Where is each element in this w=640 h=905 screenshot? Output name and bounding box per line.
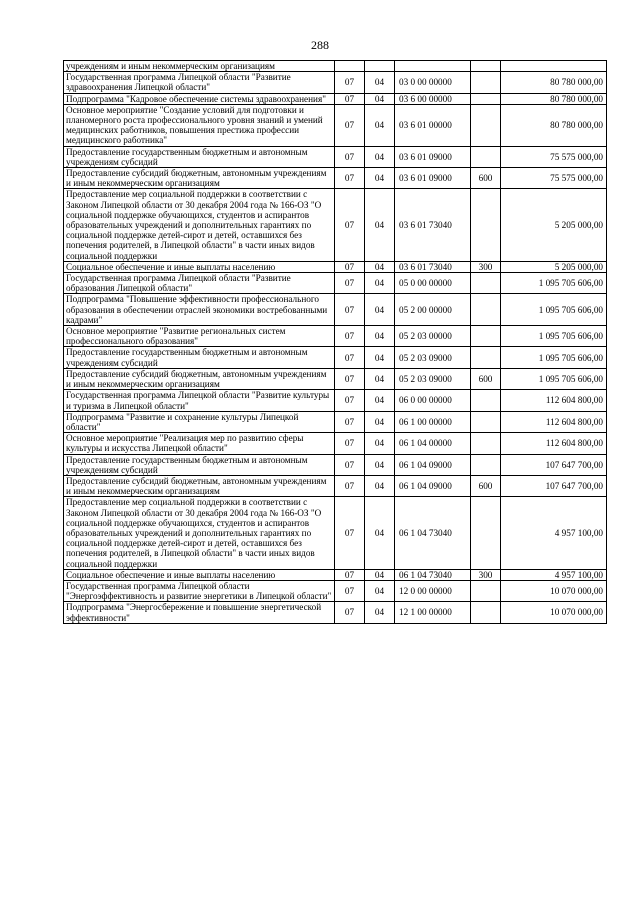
table-row	[64, 294, 607, 326]
table-row	[64, 602, 607, 623]
row-amount-cell: 10 070 000,00	[501, 580, 607, 601]
row-name-cell: Основное мероприятие "Реализация мер по развитию сферы культуры и искусства Липецкой области"	[64, 433, 335, 454]
row-name-cell: Основное мероприятие "Развитие региональных систем профессионального образования"	[64, 326, 335, 347]
row-subsection-cell: 04	[365, 602, 395, 623]
row-target-article-cell: 12 1 00 00000	[395, 602, 471, 623]
row-subsection-cell: 04	[365, 273, 395, 294]
row-expense-type-cell: 300	[471, 261, 501, 272]
row-name-cell: Подпрограмма "Развитие и сохранение культуры Липецкой области"	[64, 411, 335, 432]
row-subsection-cell: 04	[365, 569, 395, 580]
row-target-article-cell: 05 2 03 09000	[395, 368, 471, 389]
table-row	[64, 146, 607, 167]
row-name-cell: Государственная программа Липецкой области "Развитие культуры и туризма в Липецкой области"	[64, 390, 335, 411]
table-row	[64, 93, 607, 104]
table-row	[64, 390, 607, 411]
row-name-cell: Государственная программа Липецкой области "Развитие образования Липецкой области"	[64, 273, 335, 294]
row-amount-cell: 1 095 705 606,00	[501, 273, 607, 294]
row-amount-cell: 5 205 000,00	[501, 189, 607, 261]
row-target-article-cell: 03 6 01 09000	[395, 168, 471, 189]
row-expense-type-cell: 600	[471, 168, 501, 189]
table-row	[64, 168, 607, 189]
row-amount-cell: 80 780 000,00	[501, 93, 607, 104]
row-amount-cell: 107 647 700,00	[501, 454, 607, 475]
row-expense-type-cell: 300	[471, 569, 501, 580]
row-target-article-cell: 03 6 01 73040	[395, 189, 471, 261]
row-subsection-cell: 04	[365, 189, 395, 261]
row-name-cell: Основное мероприятие "Создание условий для подготовки и планомерного роста профессионального уровня знаний и умений медицинских работников, повышения престижа профессии медицинского работника"	[64, 104, 335, 146]
row-target-article-cell: 03 6 01 73040	[395, 261, 471, 272]
row-expense-type-cell	[471, 347, 501, 368]
table-row	[64, 433, 607, 454]
table-row	[64, 475, 607, 496]
row-expense-type-cell: 600	[471, 475, 501, 496]
row-expense-type-cell	[471, 189, 501, 261]
row-target-article-cell: 06 1 04 73040	[395, 569, 471, 580]
row-target-article-cell: 05 2 03 09000	[395, 347, 471, 368]
row-section-cell	[335, 61, 365, 72]
row-subsection-cell: 04	[365, 168, 395, 189]
row-amount-cell: 10 070 000,00	[501, 602, 607, 623]
row-amount-cell: 1 095 705 606,00	[501, 294, 607, 326]
row-section-cell: 07	[335, 189, 365, 261]
row-amount-cell: 75 575 000,00	[501, 168, 607, 189]
page-number: 288	[311, 38, 329, 52]
row-target-article-cell: 05 2 03 00000	[395, 326, 471, 347]
row-target-article-cell: 03 0 00 00000	[395, 72, 471, 93]
row-amount-cell: 112 604 800,00	[501, 390, 607, 411]
row-amount-cell: 1 095 705 606,00	[501, 326, 607, 347]
table-row	[64, 580, 607, 601]
row-section-cell: 07	[335, 390, 365, 411]
row-section-cell: 07	[335, 104, 365, 146]
row-name-cell: Предоставление субсидий бюджетным, автономным учреждениям и иным некоммерческим организациям	[64, 475, 335, 496]
row-section-cell: 07	[335, 326, 365, 347]
row-subsection-cell: 04	[365, 475, 395, 496]
row-target-article-cell: 05 2 00 00000	[395, 294, 471, 326]
row-expense-type-cell: 600	[471, 368, 501, 389]
row-target-article-cell: 03 6 00 00000	[395, 93, 471, 104]
row-target-article-cell: 03 6 01 00000	[395, 104, 471, 146]
table-row	[64, 326, 607, 347]
row-amount-cell: 112 604 800,00	[501, 411, 607, 432]
budget-table	[63, 60, 607, 624]
row-name-cell: Подпрограмма "Кадровое обеспечение системы здравоохранения"	[64, 93, 335, 104]
row-section-cell: 07	[335, 580, 365, 601]
table-row	[64, 273, 607, 294]
row-section-cell: 07	[335, 454, 365, 475]
row-amount-cell: 80 780 000,00	[501, 72, 607, 93]
row-section-cell: 07	[335, 368, 365, 389]
row-subsection-cell: 04	[365, 72, 395, 93]
row-expense-type-cell	[471, 146, 501, 167]
row-subsection-cell: 04	[365, 580, 395, 601]
row-amount-cell: 80 780 000,00	[501, 104, 607, 146]
table-row	[64, 104, 607, 146]
budget-table-body	[64, 61, 607, 624]
row-name-cell: Подпрограмма "Повышение эффективности профессионального образования в обеспечении отраслей экономики востребованными кадрами"	[64, 294, 335, 326]
table-row	[64, 72, 607, 93]
row-name-cell: Предоставление мер социальной поддержки в соответствии с Законом Липецкой области от 30 декабря 2004 года № 166-ОЗ "О социальной поддержке обучающихся, студентов и аспирантов образовательных учреждений и дополнительных гарантиях по социальной поддержке детей-сирот и детей, оставшихся без попечения родителей, в Липецкой области" в части иных видов социальной поддержки	[64, 497, 335, 569]
row-section-cell: 07	[335, 347, 365, 368]
row-subsection-cell: 04	[365, 261, 395, 272]
row-name-cell: Предоставление государственным бюджетным и автономным учреждениям субсидий	[64, 454, 335, 475]
row-subsection-cell: 04	[365, 294, 395, 326]
table-row	[64, 569, 607, 580]
row-expense-type-cell	[471, 411, 501, 432]
row-subsection-cell: 04	[365, 411, 395, 432]
row-amount-cell: 4 957 100,00	[501, 569, 607, 580]
row-name-cell: Предоставление мер социальной поддержки в соответствии с Законом Липецкой области от 30 декабря 2004 года № 166-ОЗ "О социальной поддержке обучающихся, студентов и аспирантов образовательных учреждений и дополнительных гарантиях по социальной поддержке детей-сирот и детей, оставшихся без попечения родителей, в Липецкой области" в части иных видов социальной поддержки	[64, 189, 335, 261]
row-subsection-cell: 04	[365, 326, 395, 347]
row-amount-cell: 4 957 100,00	[501, 497, 607, 569]
row-name-cell: Предоставление субсидий бюджетным, автономным учреждениям и иным некоммерческим организациям	[64, 168, 335, 189]
row-section-cell: 07	[335, 433, 365, 454]
row-expense-type-cell	[471, 433, 501, 454]
row-subsection-cell: 04	[365, 454, 395, 475]
row-section-cell: 07	[335, 168, 365, 189]
row-section-cell: 07	[335, 72, 365, 93]
row-target-article-cell: 06 1 04 73040	[395, 497, 471, 569]
row-subsection-cell: 04	[365, 104, 395, 146]
row-name-cell: Предоставление государственным бюджетным и автономным учреждениям субсидий	[64, 146, 335, 167]
row-target-article-cell: 06 1 04 09000	[395, 475, 471, 496]
table-row	[64, 347, 607, 368]
row-expense-type-cell	[471, 61, 501, 72]
row-section-cell: 07	[335, 569, 365, 580]
row-name-cell: Государственная программа Липецкой области "Энергоэффективность и развитие энергетики в Липецкой области"	[64, 580, 335, 601]
row-expense-type-cell	[471, 497, 501, 569]
row-section-cell: 07	[335, 146, 365, 167]
row-amount-cell: 107 647 700,00	[501, 475, 607, 496]
row-target-article-cell: 03 6 01 09000	[395, 146, 471, 167]
row-section-cell: 07	[335, 273, 365, 294]
row-expense-type-cell	[471, 454, 501, 475]
row-expense-type-cell	[471, 104, 501, 146]
table-row	[64, 497, 607, 569]
row-target-article-cell	[395, 61, 471, 72]
table-row	[64, 368, 607, 389]
row-expense-type-cell	[471, 72, 501, 93]
row-expense-type-cell	[471, 580, 501, 601]
row-target-article-cell: 06 1 04 09000	[395, 454, 471, 475]
row-subsection-cell: 04	[365, 93, 395, 104]
row-amount-cell	[501, 61, 607, 72]
row-target-article-cell: 06 0 00 00000	[395, 390, 471, 411]
table-row	[64, 61, 607, 72]
row-amount-cell: 75 575 000,00	[501, 146, 607, 167]
row-section-cell: 07	[335, 93, 365, 104]
row-expense-type-cell	[471, 93, 501, 104]
table-row	[64, 261, 607, 272]
row-name-cell: Подпрограмма "Энергосбережение и повышение энергетической эффективности"	[64, 602, 335, 623]
row-name-cell: Предоставление субсидий бюджетным, автономным учреждениям и иным некоммерческим организациям	[64, 368, 335, 389]
row-expense-type-cell	[471, 294, 501, 326]
row-expense-type-cell	[471, 390, 501, 411]
row-name-cell: учреждениям и иным некоммерческим организациям	[64, 61, 335, 72]
row-amount-cell: 112 604 800,00	[501, 433, 607, 454]
row-subsection-cell: 04	[365, 347, 395, 368]
row-name-cell: Предоставление государственным бюджетным и автономным учреждениям субсидий	[64, 347, 335, 368]
row-subsection-cell: 04	[365, 368, 395, 389]
row-amount-cell: 5 205 000,00	[501, 261, 607, 272]
row-subsection-cell	[365, 61, 395, 72]
row-expense-type-cell	[471, 326, 501, 347]
row-name-cell: Социальное обеспечение и иные выплаты населению	[64, 261, 335, 272]
row-section-cell: 07	[335, 294, 365, 326]
row-section-cell: 07	[335, 497, 365, 569]
row-section-cell: 07	[335, 261, 365, 272]
row-subsection-cell: 04	[365, 390, 395, 411]
row-subsection-cell: 04	[365, 433, 395, 454]
row-section-cell: 07	[335, 411, 365, 432]
row-target-article-cell: 12 0 00 00000	[395, 580, 471, 601]
row-target-article-cell: 06 1 00 00000	[395, 411, 471, 432]
row-expense-type-cell	[471, 273, 501, 294]
table-row	[64, 454, 607, 475]
row-section-cell: 07	[335, 602, 365, 623]
table-row	[64, 189, 607, 261]
row-target-article-cell: 05 0 00 00000	[395, 273, 471, 294]
row-name-cell: Социальное обеспечение и иные выплаты населению	[64, 569, 335, 580]
row-section-cell: 07	[335, 475, 365, 496]
row-target-article-cell: 06 1 04 00000	[395, 433, 471, 454]
row-expense-type-cell	[471, 602, 501, 623]
row-subsection-cell: 04	[365, 497, 395, 569]
row-name-cell: Государственная программа Липецкой области "Развитие здравоохранения Липецкой области"	[64, 72, 335, 93]
row-amount-cell: 1 095 705 606,00	[501, 368, 607, 389]
row-amount-cell: 1 095 705 606,00	[501, 347, 607, 368]
table-row	[64, 411, 607, 432]
row-subsection-cell: 04	[365, 146, 395, 167]
